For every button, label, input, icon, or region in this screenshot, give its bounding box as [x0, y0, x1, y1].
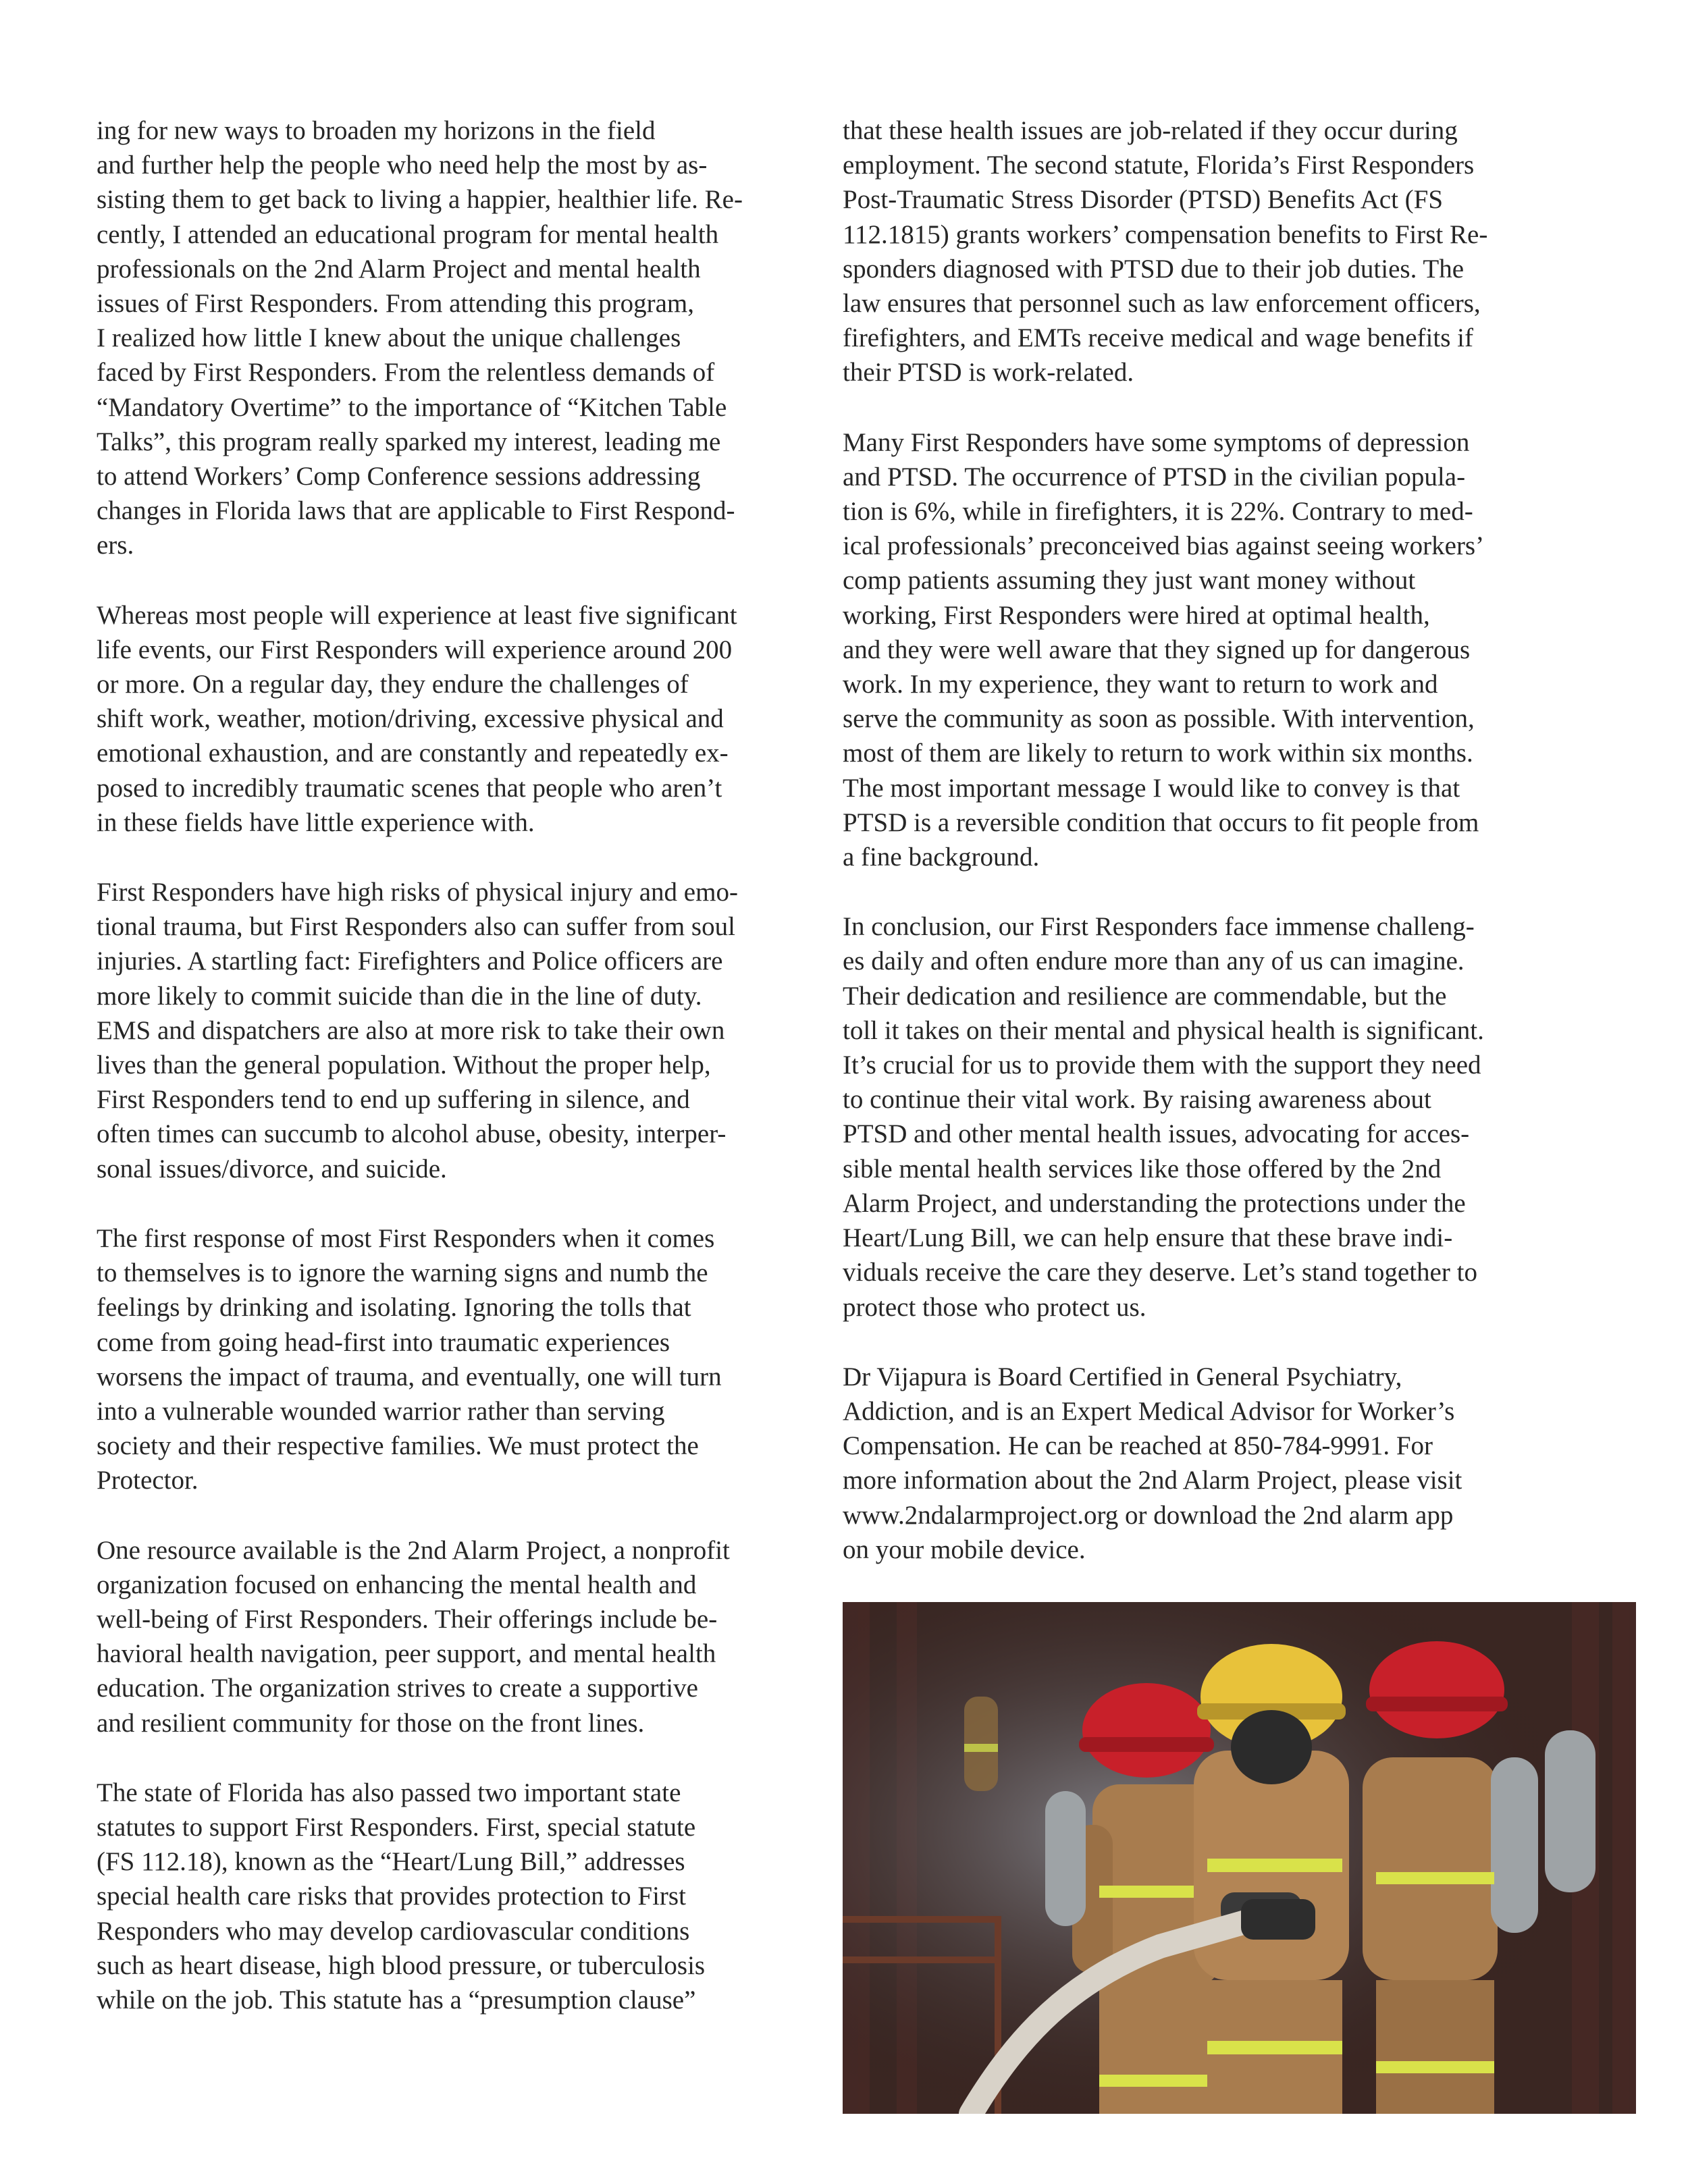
paragraph-first-response: The first response of most First Responders when it comes to themselves is to ignore the warning signs and numb the feelings by drinking and isolating. Ignoring the tolls that come from going head-first into traumatic experiences worsens the impact of trauma, and eventually, one will turn into a vulnerable wounded warrior rather than serving society and their respective families. We must protect the Protector.: [97, 1223, 722, 1495]
paragraph-life-events: Whereas most people will experience at least five significant life events, our First Responders will experience around 200 or more. On a regular day, they endure the challenges of shift work, weather, motion/driving, excessive physical and emotional exhaustion, and are constantly and repeatedly ex- posed to incredibly traumatic scenes that people who aren’t in these fields have little experience with.: [97, 600, 737, 837]
paragraph-author-bio: Dr Vijapura is Board Certified in General Psychiatry, Addiction, and is an Expert Medical Advisor for Worker’s Compensation. He can be reached at 850-784-9991. For more information about the 2nd Alarm Project, please visit www.2ndalarmproject.org or download the 2nd alarm app on your mobile device.: [843, 1362, 1462, 1564]
paragraph-florida-statutes: The state of Florida has also passed two important state statutes to support First Responders. First, special statute (FS 112.18), known as the “Heart/Lung Bill,” addresses special health care risks that provides protection to First Responders who may develop cardiovascular conditions such as heart disease, high blood pressure, or tuberculosis while on the job. This statute has a “presumption clause”: [97, 1778, 706, 2015]
firefighters-illustration: [843, 1602, 1636, 2114]
firefighter-edge: [964, 1697, 998, 1791]
paragraph-ptsd-symptoms: Many First Responders have some symptoms of depression and PTSD. The occurrence of PTSD in the civilian popula- tion is 6%, while in firefighters, it is 22%. Contrary to med- ical professionals’ preconceived bias against seeing workers’ comp patients assuming they just want money without working, First Responders were hired at optimal health, and they were well aware that they signed up for dangerous work. In my experience, they want to return to work and serve the community as soon as possible. With intervention, most of them are likely to return to work within six months. The most important message I would like to convey is that PTSD is a reversible condition that occurs to fit people from a fine background.: [843, 427, 1485, 872]
left-text-column: [97, 113, 799, 2052]
hose-nozzle: [1241, 1899, 1315, 1940]
paragraph-statutes-continued: that these health issues are job-related if they occur during employment. The second statute, Florida’s First Responders Post-Traumatic Stress Disorder (PTSD) Benefits Act (FS 112.1815) grants workers’ compensation benefits to First Re- sponders diagnosed with PTSD due to their job duties. The law ensures that personnel such as law enforcement officers, firefighters, and EMTs receive medical and wage benefits if their PTSD is work-related.: [843, 116, 1488, 388]
right-text-column: [843, 113, 1639, 1602]
paragraph-intro-continued: ing for new ways to broaden my horizons in the field and further help the people who need help the most by as- sisting them to get back to living a happier, healthier life. Re- cently, I attended an educational program for mental health professionals on the 2nd Alarm Project and mental health issues of First Responders. From attending this program, I realized how little I knew about the unique challenges faced by First Responders. From the relentless demands of “Mandatory Overtime” to the importance of “Kitchen Table Talks”, this program really sparked my interest, leading me to attend Workers’ Comp Conference sessions addressing changes in Florida laws that are applicable to First Respond- ers.: [97, 116, 743, 560]
firefighter-center: [1194, 1644, 1349, 2114]
paragraph-conclusion: In conclusion, our First Responders face immense challeng- es daily and often endure more than any of us can imagine. Their dedication and resilience are commendable, but the toll it takes on their mental and physical health is significant. It’s crucial for us to provide them with the support they need to continue their vital work. By raising awareness about PTSD and other mental health issues, advocating for acces- sible mental health services like those offered by the 2nd Alarm Project, and understanding the protections under the Heart/Lung Bill, we can help ensure that these brave indi- viduals receive the care they deserve. Let’s stand together to protect those who protect us.: [843, 912, 1484, 1322]
paragraph-2nd-alarm-project: One resource available is the 2nd Alarm Project, a nonprofit organization focused on enhancing the mental health and well-being of First Responders. Their offerings include be- havioral health navigation, peer support, and mental health education. The organization strives to create a supportive and resilient community for those on the front lines.: [97, 1535, 730, 1738]
firefighters-photo: [843, 1602, 1636, 2114]
paragraph-risks: First Responders have high risks of physical injury and emo- tional trauma, but First Responders also can suffer from soul injuries. A startling fact: Firefighters and Police officers are more likely to commit suicide than die in the line of duty. EMS and dispatchers are also at more risk to take their own lives than the general population. Without the proper help, First Responders tend to end up suffering in silence, and often times can succumb to alcohol abuse, obesity, interper- sonal issues/divorce, and suicide.: [97, 878, 738, 1183]
